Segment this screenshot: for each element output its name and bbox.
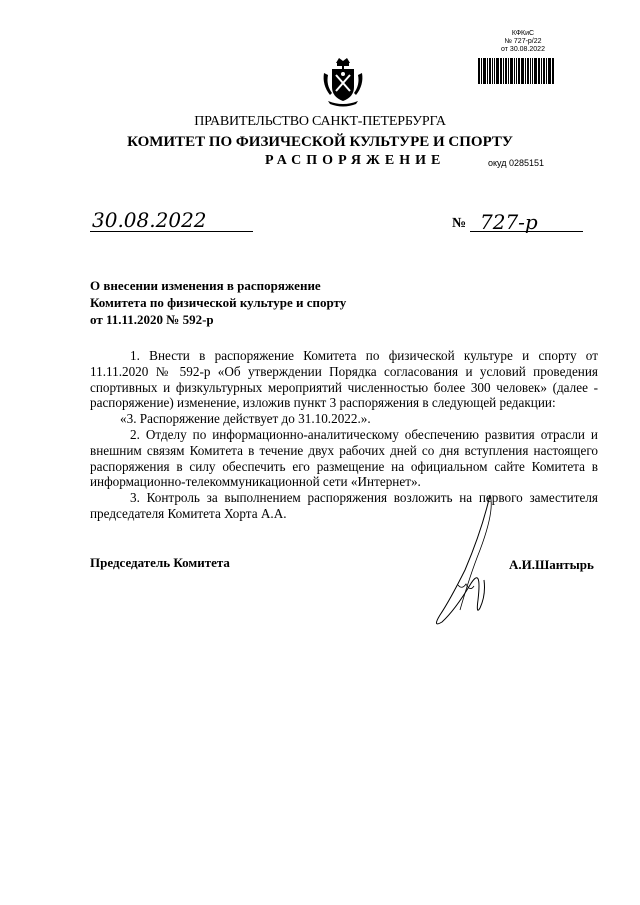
- registration-stamp: [478, 30, 568, 54]
- paragraph-1-quote: «3. Распоряжение действует до 31.10.2022.».: [120, 411, 371, 427]
- number-sign: №: [452, 216, 467, 231]
- stamp-code: КФКиС: [511, 30, 535, 37]
- okud-code: окуд 0285151: [488, 158, 545, 168]
- handwritten-signature: [420, 490, 520, 645]
- paragraph-3: 3. Контроль за выполнением распоряжения возложить на первого заместителя председателя Комитета Хорта А.А.: [90, 490, 598, 521]
- number-underline: [470, 231, 583, 232]
- registration-date: 30.08.2022: [92, 208, 207, 232]
- document-body: [90, 348, 598, 522]
- document-subject: [90, 277, 346, 328]
- registration-number: 727-р: [480, 210, 538, 234]
- date-underline: [90, 231, 253, 232]
- subject-line: Комитета по физической культуре и спорту: [90, 295, 347, 310]
- stamp-number: № 727-р/22: [504, 38, 542, 45]
- subject-line: от 11.11.2020 № 592-р: [90, 312, 214, 327]
- stamp-date: от 30.08.2022: [501, 46, 545, 53]
- committee-title: КОМИТЕТ ПО ФИЗИЧЕСКОЙ КУЛЬТУРЕ И СПОРТУ: [127, 134, 513, 150]
- signatory-name: А.И.Шантырь: [509, 557, 594, 572]
- signatory-position: Председатель Комитета: [90, 555, 230, 570]
- document-type: РАСПОРЯЖЕНИЕ: [265, 153, 446, 168]
- subject-line: О внесении изменения в распоряжение: [90, 278, 321, 293]
- paragraph-1: 1. Внести в распоряжение Комитета по физической культуре и спорту от 11.11.2020 № 592-р «Об утверждении Порядка согласования и условий проведения спортивных и физкультурных мероприятий численностью более 300 человек» (далее - распоряжение) изменение, изложив пункт 3 распоряжения в следующей редакции:: [90, 348, 598, 411]
- barcode: [478, 58, 555, 84]
- government-title: ПРАВИТЕЛЬСТВО САНКТ-ПЕТЕРБУРГА: [194, 114, 446, 129]
- coat-of-arms-emblem: [320, 55, 366, 107]
- paragraph-2: 2. Отделу по информационно-аналитическому обеспечению развития отрасли и внешним связям Комитета в течение двух рабочих дней со дня вступления настоящего распоряжения в силу обеспечить его размещение на официальном сайте Комитета в информационно-телекоммуникационной сети «Интернет».: [90, 426, 598, 490]
